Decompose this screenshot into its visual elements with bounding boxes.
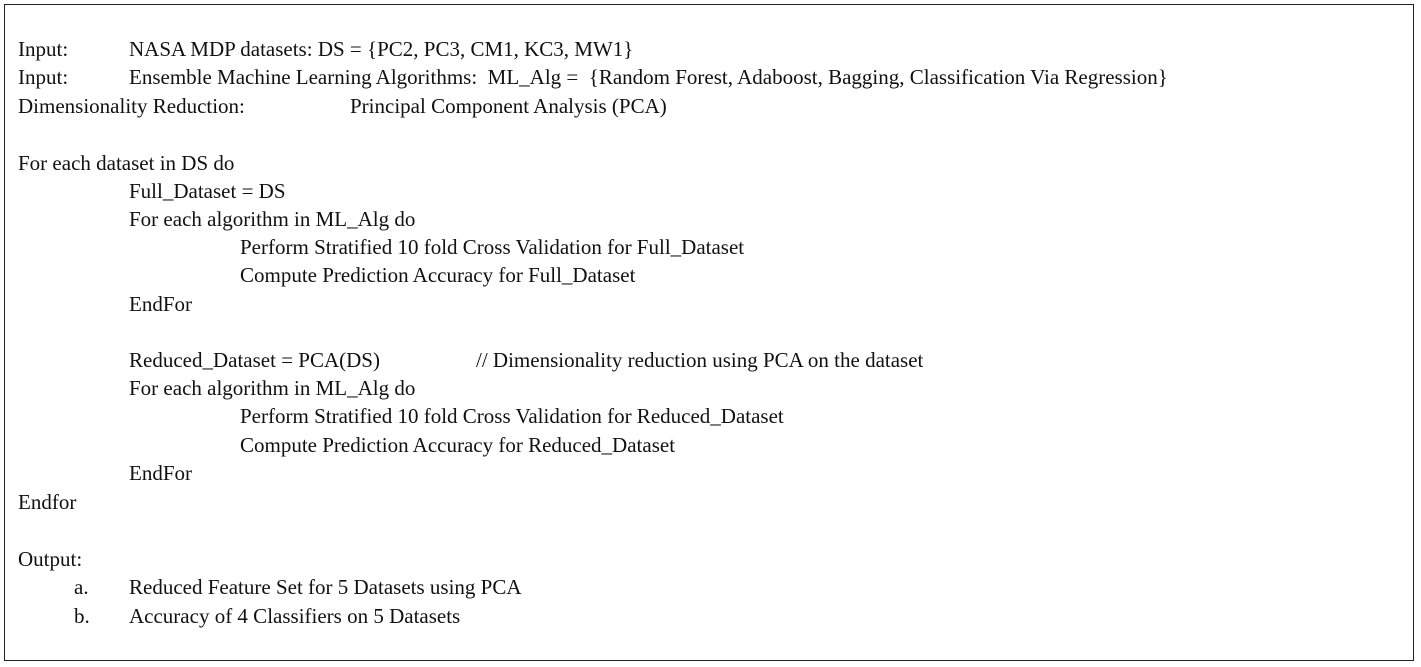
input-1-label: Input: [18,37,69,61]
inner-loop-end-2: EndFor [129,461,192,485]
full-step-cross-validation: Perform Stratified 10 fold Cross Validation for Full_Dataset [240,235,745,259]
reduced-step-accuracy: Compute Prediction Accuracy for Reduced_Dataset [240,433,676,457]
reduced-dataset-comment: // Dimensionality reduction using PCA on the dataset [476,348,924,372]
outer-loop-start: For each dataset in DS do [18,151,235,175]
inner-loop-end-1: EndFor [129,292,192,316]
input-1-value: NASA MDP datasets: DS = {PC2, PC3, CM1, KC3, MW1} [129,37,634,61]
output-item-a-text: Reduced Feature Set for 5 Datasets using PCA [129,575,522,599]
outer-loop-end: Endfor [18,490,77,514]
output-item-a-marker: a. [74,575,89,599]
inner-loop-start-2: For each algorithm in ML_Alg do [129,376,416,400]
output-item-b-text: Accuracy of 4 Classifiers on 5 Datasets [129,604,461,628]
output-item-b-marker: b. [74,604,90,628]
dim-reduction-value: Principal Component Analysis (PCA) [350,94,667,118]
input-2-value: Ensemble Machine Learning Algorithms: ML_Alg = {Random Forest, Adaboost, Bagging, Classification Via Regression} [129,65,1168,89]
full-dataset-assign: Full_Dataset = DS [129,179,286,203]
reduced-dataset-assign: Reduced_Dataset = PCA(DS) [129,348,380,372]
reduced-step-cross-validation: Perform Stratified 10 fold Cross Validation for Reduced_Dataset [240,404,784,428]
input-2-label: Input: [18,65,69,89]
dim-reduction-label: Dimensionality Reduction: [18,94,245,118]
full-step-accuracy: Compute Prediction Accuracy for Full_Dataset [240,263,636,287]
output-label: Output: [18,547,83,571]
inner-loop-start-1: For each algorithm in ML_Alg do [129,207,416,231]
